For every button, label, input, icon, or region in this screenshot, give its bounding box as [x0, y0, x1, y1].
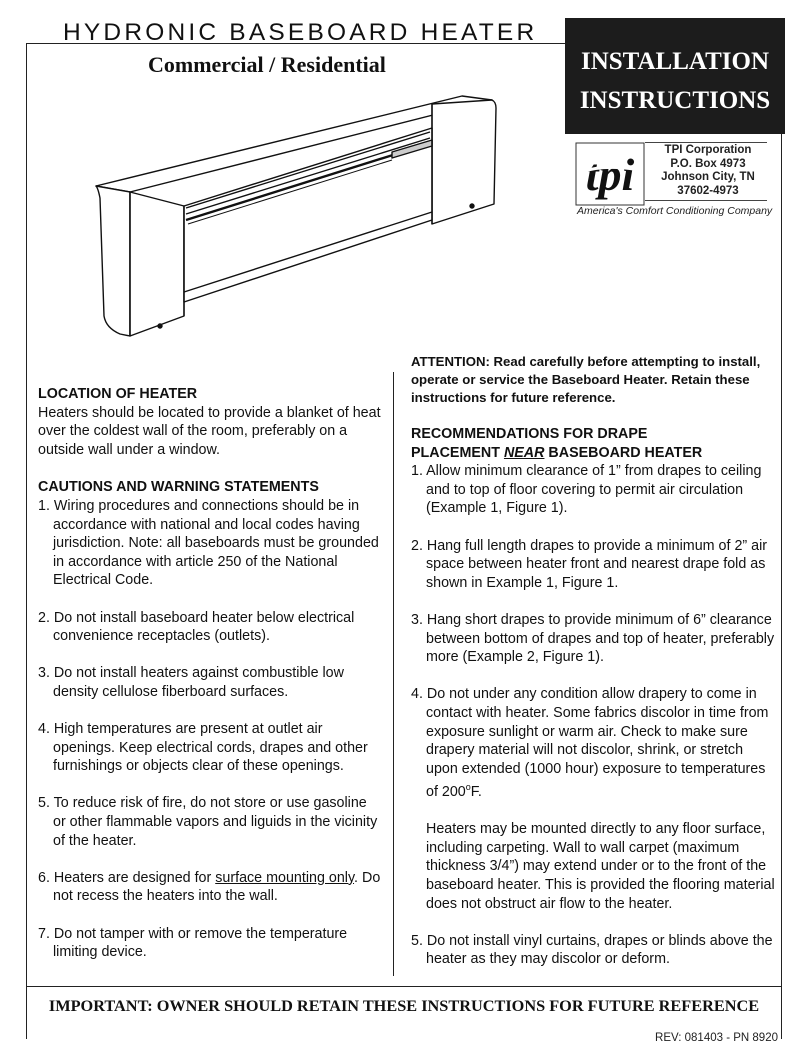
- recommendation-item-3: 3. Hang short drapes to provide minimum of 6” clearance between bottom of drapes and top of heater, preferably more (Example 2, Figure 1).: [411, 611, 775, 666]
- logo-rule-top: [645, 142, 767, 143]
- installation-instructions-banner: [565, 18, 785, 134]
- document-title: HYDRONIC BASEBOARD HEATER: [63, 19, 538, 46]
- document-subtitle: Commercial / Residential: [148, 52, 386, 77]
- column-divider: [393, 372, 394, 976]
- caution-item-4: 4. High temperatures are present at outlet air openings. Keep electrical cords, drapes and other furnishings or objects clear of these openings.: [38, 721, 368, 775]
- company-logo-block: [575, 142, 771, 220]
- company-po-box: P.O. Box 4973: [670, 157, 746, 170]
- caution-item-3: 3. Do not install heaters against combustible low density cellulose fiberboard surfaces.: [38, 665, 344, 700]
- revision-number: REV: 081403 - PN 8920: [655, 1032, 778, 1044]
- caution-6-underlined: surface mounting only: [215, 869, 355, 886]
- caution-item-6: [38, 869, 383, 906]
- rec-heading-prefix: PLACEMENT: [411, 444, 504, 461]
- recommendations-heading-line-1: RECOMMENDATIONS FOR DRAPE: [411, 426, 648, 442]
- left-column: [38, 385, 383, 962]
- caution-item-5: 5. To reduce risk of fire, do not store or use gasoline or other flammable vapors and liguids in the vicinity of the heater.: [38, 795, 378, 849]
- cautions-heading: CAUTIONS AND WARNING STATEMENTS: [38, 479, 319, 496]
- caution-6-prefix: 6. Heaters are designed for: [38, 869, 216, 886]
- important-notice: IMPORTANT: OWNER SHOULD RETAIN THESE INSTRUCTIONS FOR FUTURE REFERENCE: [48, 996, 760, 1015]
- floor-mounting-note: Heaters may be mounted directly to any floor surface, including carpeting. Wall to wall carpet (maximum thickness 3/4”) may extend under or to the front of the baseboard heater. This is provided the flooring material does not obstruct air flow to the heater.: [426, 821, 775, 912]
- banner-line-1: INSTALLATION: [580, 48, 769, 75]
- right-column: [411, 353, 777, 969]
- caution-item-7: 7. Do not tamper with or remove the temperature limiting device.: [38, 925, 348, 961]
- baseboard-heater-illustration: [92, 88, 498, 338]
- company-zip: 37602-4973: [677, 184, 739, 197]
- attention-notice: ATTENTION: Read carefully before attempting to install, operate or service the Baseboard Heater. Retain these instructions for future reference.: [411, 354, 761, 405]
- degree-symbol: o: [465, 782, 471, 793]
- rec-heading-near: NEAR: [503, 444, 545, 461]
- recommendation-item-1: 1. Allow minimum clearance of 1” from drapes to ceiling and to top of floor covering to permit air circulation (Example 1, Figure 1).: [411, 463, 762, 517]
- company-address: [649, 144, 767, 198]
- caution-item-1: 1. Wiring procedures and connections should be in accordance with national and local codes having jurisdiction. Note: all baseboards must be grounded in accordance with article 250 of the National Electrical Code.: [38, 497, 379, 589]
- location-heading: LOCATION OF HEATER: [38, 386, 198, 402]
- caution-item-2: 2. Do not install baseboard heater below electrical convenience receptacles (outlets).: [38, 609, 355, 645]
- recommendation-item-4: [411, 685, 777, 801]
- footer-divider: [26, 986, 782, 987]
- rec-4-unit: F.: [470, 784, 482, 801]
- location-text: Heaters should be located to provide a blanket of heat over the coldest wall of the room, preferably on a outside wall under a window.: [38, 404, 381, 458]
- recommendations-heading-line-2: [411, 444, 777, 463]
- rec-heading-suffix: BASEBOARD HEATER: [544, 444, 703, 461]
- recommendation-item-5: 5. Do not install vinyl curtains, drapes or blinds above the heater as they may discolor or deform.: [411, 932, 773, 968]
- recommendation-item-2: 2. Hang full length drapes to provide a minimum of 2” air space between heater front and nearest drape fold as shown in Example 1, Figure 1.: [411, 537, 768, 591]
- logo-letters: tpi: [585, 149, 635, 200]
- company-name: TPI Corporation: [664, 144, 752, 156]
- tpi-logo-icon: [575, 142, 645, 206]
- rec-4-text: 4. Do not under any condition allow drapery to come in contact with heater. Some fabrics discolor in time from exposure sunlight or warm air. Check to make sure drapery material will not discolor, shrink, or stretch upon extended (1000 hour) exposure to temperatures of 200: [411, 686, 769, 801]
- recommendations-list: [411, 462, 777, 969]
- banner-line-2: INSTRUCTIONS: [579, 87, 771, 114]
- logo-rule-bottom: [645, 200, 767, 201]
- company-city: Johnson City, TN: [661, 171, 755, 183]
- caution-6-suffix: . Do not recess the heaters into the wall.: [53, 869, 381, 905]
- cautions-list: [38, 497, 383, 962]
- company-tagline: America's Comfort Conditioning Company: [577, 205, 773, 217]
